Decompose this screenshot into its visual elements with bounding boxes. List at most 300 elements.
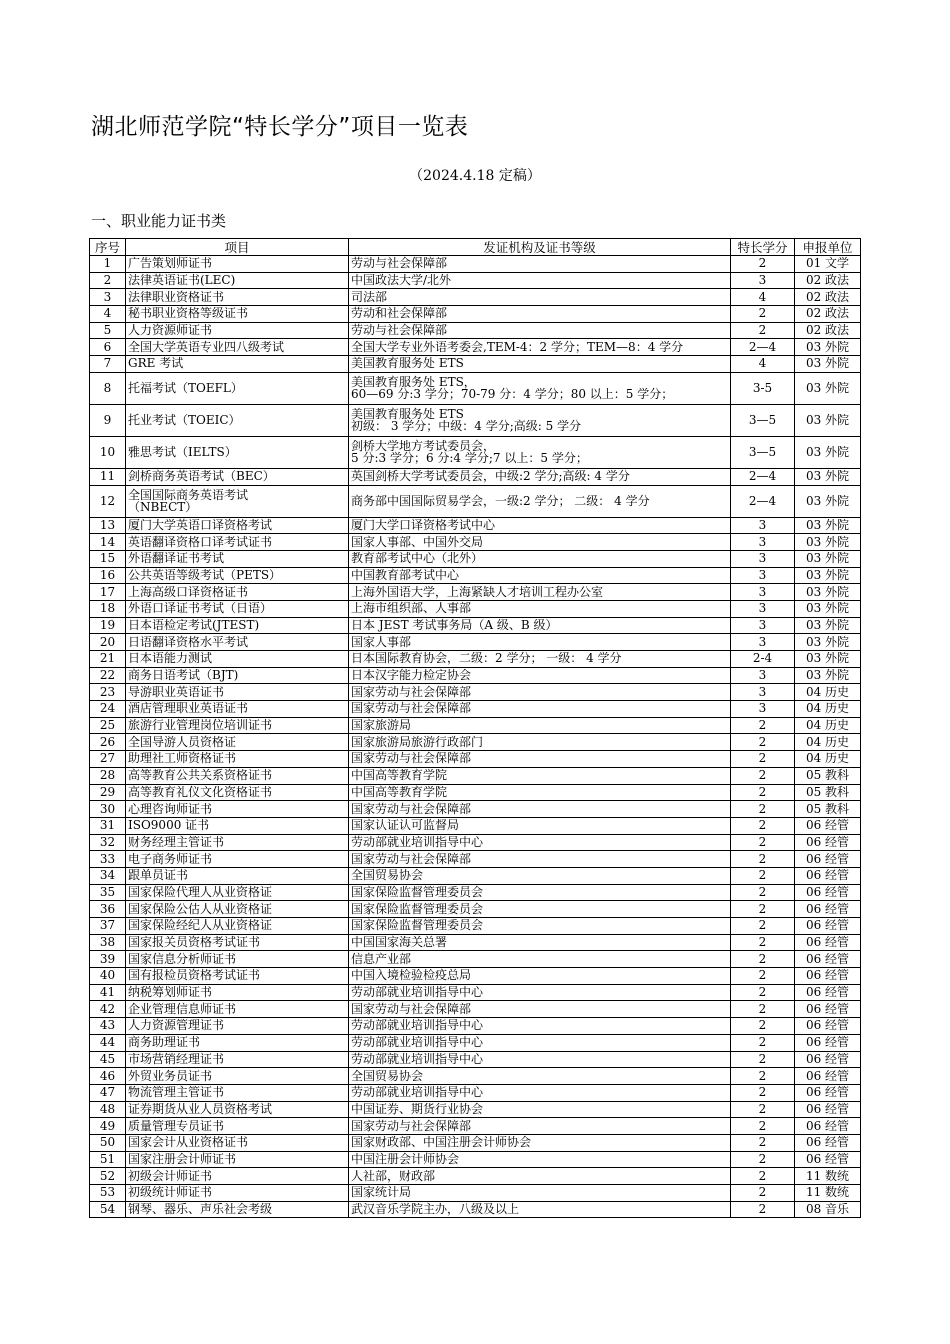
row-credit: 3 — [731, 584, 795, 601]
row-credit: 2 — [731, 751, 795, 768]
row-credit: 3 — [731, 701, 795, 718]
row-issuer: 劳动与社会保障部 — [349, 322, 731, 339]
row-unit: 03 外院 — [795, 485, 861, 517]
row-unit: 06 经管 — [795, 901, 861, 918]
row-item: 纳税筹划师证书 — [126, 984, 349, 1001]
row-issuer: 日本国际教育协会，二级：2 学分； 一级： 4 学分 — [349, 651, 731, 668]
row-number: 24 — [90, 701, 126, 718]
row-unit: 03 外院 — [795, 550, 861, 567]
row-credit: 2 — [731, 934, 795, 951]
row-number: 51 — [90, 1151, 126, 1168]
row-number: 31 — [90, 817, 126, 834]
row-number: 1 — [90, 256, 126, 273]
row-credit: 2 — [731, 851, 795, 868]
row-number: 15 — [90, 550, 126, 567]
table-row — [90, 634, 861, 651]
row-unit: 06 经管 — [795, 1151, 861, 1168]
row-item: 国家注册会计师证书 — [126, 1151, 349, 1168]
row-item: 跟单员证书 — [126, 867, 349, 884]
table-row — [90, 834, 861, 851]
row-unit: 08 音乐 — [795, 1201, 861, 1218]
row-unit: 03 外院 — [795, 534, 861, 551]
row-unit: 11 数统 — [795, 1185, 861, 1202]
row-issuer: 中国注册会计师协会 — [349, 1151, 731, 1168]
row-unit: 03 外院 — [795, 584, 861, 601]
table-row — [90, 256, 861, 273]
row-number: 43 — [90, 1018, 126, 1035]
row-credit: 2 — [731, 306, 795, 323]
row-credit: 2 — [731, 734, 795, 751]
table-row — [90, 567, 861, 584]
table-header-row — [90, 239, 861, 256]
row-credit: 2 — [731, 1134, 795, 1151]
row-issuer: 中国国家海关总署 — [349, 934, 731, 951]
row-item: 法律英语证书(LEC) — [126, 272, 349, 289]
row-number: 22 — [90, 667, 126, 684]
table-row — [90, 1101, 861, 1118]
row-item: 法律职业资格证书 — [126, 289, 349, 306]
header-item: 项目 — [126, 239, 349, 256]
row-issuer: 信息产业部 — [349, 951, 731, 968]
row-issuer: 中国政法大学/北外 — [349, 272, 731, 289]
row-unit: 05 教科 — [795, 767, 861, 784]
row-number: 17 — [90, 584, 126, 601]
row-unit: 03 外院 — [795, 634, 861, 651]
row-number: 45 — [90, 1051, 126, 1068]
row-credit: 3 — [731, 567, 795, 584]
row-credit: 2-4 — [731, 651, 795, 668]
row-unit: 06 经管 — [795, 1018, 861, 1035]
row-item: 外语口译证书考试（日语） — [126, 600, 349, 617]
row-issuer: 国家劳动与社会保障部 — [349, 751, 731, 768]
row-credit: 3—5 — [731, 436, 795, 468]
table-row — [90, 272, 861, 289]
document-date: （2024.4.18 定稿） — [409, 168, 541, 184]
row-item: 国家报关员资格考试证书 — [126, 934, 349, 951]
row-item: 财务经理主管证书 — [126, 834, 349, 851]
row-item: 高等教育公共关系资格证书 — [126, 767, 349, 784]
row-issuer: 国家统计局 — [349, 1185, 731, 1202]
table-row — [90, 1034, 861, 1051]
row-unit: 06 经管 — [795, 867, 861, 884]
row-issuer: 国家旅游局旅游行政部门 — [349, 734, 731, 751]
row-issuer-line1: 美国教育服务处 ETS， — [351, 374, 476, 389]
table-row — [90, 918, 861, 935]
row-credit: 2 — [731, 1168, 795, 1185]
row-credit: 2 — [731, 1068, 795, 1085]
row-number: 25 — [90, 717, 126, 734]
row-number: 44 — [90, 1034, 126, 1051]
row-item — [126, 485, 349, 517]
row-number: 20 — [90, 634, 126, 651]
row-item: 人力资源管理证书 — [126, 1018, 349, 1035]
row-item: 国家保险经纪人从业资格证 — [126, 918, 349, 935]
row-issuer: 劳动部就业培训指导中心 — [349, 1051, 731, 1068]
row-item: 导游职业英语证书 — [126, 684, 349, 701]
row-credit: 2 — [731, 1185, 795, 1202]
row-issuer-line2: 初级： 3 学分；中级：4 学分;高级: 5 学分 — [351, 419, 582, 434]
row-credit: 2 — [731, 901, 795, 918]
row-issuer — [349, 436, 731, 468]
row-unit: 02 政法 — [795, 289, 861, 306]
row-item: 国家信息分析师证书 — [126, 951, 349, 968]
row-credit: 2 — [731, 256, 795, 273]
table-row — [90, 339, 861, 356]
row-number: 32 — [90, 834, 126, 851]
row-number: 49 — [90, 1118, 126, 1135]
table-row — [90, 617, 861, 634]
row-number: 19 — [90, 617, 126, 634]
row-unit: 04 历史 — [795, 751, 861, 768]
row-unit: 03 外院 — [795, 372, 861, 404]
row-issuer: 国家劳动与社会保障部 — [349, 851, 731, 868]
row-number: 54 — [90, 1201, 126, 1218]
row-item: 雅思考试（IELTS） — [126, 436, 349, 468]
row-issuer: 国家劳动与社会保障部 — [349, 684, 731, 701]
row-issuer: 国家劳动与社会保障部 — [349, 1118, 731, 1135]
row-item: 企业管理信息师证书 — [126, 1001, 349, 1018]
row-item: 国家保险公估人从业资格证 — [126, 901, 349, 918]
table-row — [90, 517, 861, 534]
row-number: 14 — [90, 534, 126, 551]
row-unit: 06 经管 — [795, 884, 861, 901]
row-credit: 2 — [731, 1001, 795, 1018]
table-row — [90, 951, 861, 968]
row-item: 助理社工师资格证书 — [126, 751, 349, 768]
table-row — [90, 1001, 861, 1018]
table-row — [90, 717, 861, 734]
table-row — [90, 534, 861, 551]
row-credit: 2 — [731, 1151, 795, 1168]
row-issuer: 英国剑桥大学考试委员会，中级:2 学分;高级: 4 学分 — [349, 468, 731, 485]
row-number: 42 — [90, 1001, 126, 1018]
row-issuer: 劳动与社会保障部 — [349, 256, 731, 273]
table-row — [90, 767, 861, 784]
row-credit: 2—4 — [731, 485, 795, 517]
header-no: 序号 — [90, 239, 126, 256]
row-issuer: 全国大学专业外语考委会,TEM-4：2 学分；TEM—8：4 学分 — [349, 339, 731, 356]
row-unit: 03 外院 — [795, 468, 861, 485]
table-row — [90, 1134, 861, 1151]
row-number: 36 — [90, 901, 126, 918]
row-number: 28 — [90, 767, 126, 784]
row-number: 50 — [90, 1134, 126, 1151]
row-issuer: 劳动部就业培训指导中心 — [349, 834, 731, 851]
row-unit: 03 外院 — [795, 517, 861, 534]
row-unit: 03 外院 — [795, 651, 861, 668]
table-row — [90, 1084, 861, 1101]
row-issuer: 教育部考试中心（北外） — [349, 550, 731, 567]
row-issuer: 中国证券、期货行业协会 — [349, 1101, 731, 1118]
row-issuer: 中国入境检验检疫总局 — [349, 968, 731, 985]
row-credit: 3 — [731, 272, 795, 289]
row-credit: 3 — [731, 517, 795, 534]
row-number: 38 — [90, 934, 126, 951]
row-issuer: 国家财政部、中国注册会计师协会 — [349, 1134, 731, 1151]
header-issuer: 发证机构及证书等级 — [349, 239, 731, 256]
row-issuer: 国家人事部 — [349, 634, 731, 651]
row-unit: 06 经管 — [795, 1034, 861, 1051]
row-item: 外贸业务员证书 — [126, 1068, 349, 1085]
row-unit: 04 历史 — [795, 701, 861, 718]
table-row — [90, 584, 861, 601]
row-unit: 03 外院 — [795, 567, 861, 584]
row-credit: 2 — [731, 984, 795, 1001]
row-number: 6 — [90, 339, 126, 356]
row-issuer: 武汉音乐学院主办，八级及以上 — [349, 1201, 731, 1218]
table-row — [90, 356, 861, 373]
table-row — [90, 751, 861, 768]
row-number: 52 — [90, 1168, 126, 1185]
row-unit: 06 经管 — [795, 851, 861, 868]
row-item: 国有报检员资格考试证书 — [126, 968, 349, 985]
row-issuer: 上海外国语大学，上海紧缺人才培训工程办公室 — [349, 584, 731, 601]
row-issuer: 美国教育服务处 ETS — [349, 356, 731, 373]
row-item: 旅游行业管理岗位培训证书 — [126, 717, 349, 734]
row-unit: 06 经管 — [795, 951, 861, 968]
row-unit: 11 数统 — [795, 1168, 861, 1185]
table-row — [90, 322, 861, 339]
row-credit: 2 — [731, 717, 795, 734]
row-issuer: 司法部 — [349, 289, 731, 306]
page-title: 湖北师范学院“特长学分”项目一览表 — [91, 114, 469, 140]
row-credit: 2 — [731, 1101, 795, 1118]
row-issuer: 中国教育部考试中心 — [349, 567, 731, 584]
row-issuer: 国家保险监督管理委员会 — [349, 884, 731, 901]
row-item: 全国导游人员资格证 — [126, 734, 349, 751]
row-unit: 04 历史 — [795, 717, 861, 734]
row-number: 10 — [90, 436, 126, 468]
row-unit: 02 政法 — [795, 322, 861, 339]
row-issuer: 国家人事部、中国外交局 — [349, 534, 731, 551]
row-credit: 2 — [731, 1118, 795, 1135]
row-credit: 4 — [731, 356, 795, 373]
row-credit: 2 — [731, 867, 795, 884]
row-item: 秘书职业资格等级证书 — [126, 306, 349, 323]
row-item: 国家会计从业资格证书 — [126, 1134, 349, 1151]
row-issuer: 商务部中国国际贸易学会，一级:2 学分； 二级： 4 学分 — [349, 485, 731, 517]
row-credit: 2 — [731, 322, 795, 339]
row-unit: 06 经管 — [795, 834, 861, 851]
row-unit: 06 经管 — [795, 1051, 861, 1068]
table-row — [90, 801, 861, 818]
row-number: 33 — [90, 851, 126, 868]
header-unit: 申报单位 — [795, 239, 861, 256]
row-number: 16 — [90, 567, 126, 584]
row-unit: 02 政法 — [795, 306, 861, 323]
row-issuer — [349, 372, 731, 404]
row-issuer-line2: 60—69 分:3 学分；70-79 分：4 学分；80 以上：5 学分； — [351, 387, 674, 402]
row-issuer-line2: 5 分:3 学分；6 分:4 学分;7 以上：5 学分； — [351, 451, 588, 466]
row-credit: 3 — [731, 684, 795, 701]
row-number: 46 — [90, 1068, 126, 1085]
table-row — [90, 1068, 861, 1085]
row-number: 37 — [90, 918, 126, 935]
row-issuer: 劳动和社会保障部 — [349, 306, 731, 323]
row-unit: 06 经管 — [795, 968, 861, 985]
table-row — [90, 1118, 861, 1135]
table-row — [90, 851, 861, 868]
row-issuer-line1: 美国教育服务处 ETS — [351, 406, 464, 421]
row-issuer: 人社部，财政部 — [349, 1168, 731, 1185]
row-unit: 03 外院 — [795, 617, 861, 634]
table-row — [90, 1168, 861, 1185]
row-unit: 03 外院 — [795, 356, 861, 373]
row-unit: 06 经管 — [795, 1101, 861, 1118]
row-credit: 3—5 — [731, 404, 795, 436]
table-row — [90, 600, 861, 617]
table-row — [90, 667, 861, 684]
row-issuer — [349, 404, 731, 436]
row-unit: 04 历史 — [795, 734, 861, 751]
table-row — [90, 651, 861, 668]
row-number: 3 — [90, 289, 126, 306]
table-row — [90, 436, 861, 468]
row-issuer: 中国高等教育学院 — [349, 784, 731, 801]
row-credit: 3 — [731, 634, 795, 651]
table-row — [90, 1151, 861, 1168]
row-item: 质量管理专员证书 — [126, 1118, 349, 1135]
row-credit: 3 — [731, 534, 795, 551]
row-unit: 06 经管 — [795, 1084, 861, 1101]
row-item: 物流管理主管证书 — [126, 1084, 349, 1101]
row-unit: 03 外院 — [795, 436, 861, 468]
row-number: 12 — [90, 485, 126, 517]
row-item-line2: （NBECT） — [128, 500, 198, 514]
row-credit: 2 — [731, 968, 795, 985]
row-item: 商务日语考试（BJT) — [126, 667, 349, 684]
row-issuer: 厦门大学口译资格考试中心 — [349, 517, 731, 534]
row-item: 人力资源师证书 — [126, 322, 349, 339]
table-row — [90, 289, 861, 306]
table-row — [90, 884, 861, 901]
row-issuer: 国家保险监督管理委员会 — [349, 918, 731, 935]
table-row — [90, 485, 861, 517]
row-number: 2 — [90, 272, 126, 289]
row-item: 厦门大学英语口译资格考试 — [126, 517, 349, 534]
row-item: 日本语能力测试 — [126, 651, 349, 668]
table-row — [90, 468, 861, 485]
row-item: 国家保险代理人从业资格证 — [126, 884, 349, 901]
row-item: 广告策划师证书 — [126, 256, 349, 273]
row-number: 21 — [90, 651, 126, 668]
table-row — [90, 867, 861, 884]
table-row — [90, 1018, 861, 1035]
row-credit: 3 — [731, 667, 795, 684]
row-unit: 02 政法 — [795, 272, 861, 289]
row-issuer: 全国贸易协会 — [349, 1068, 731, 1085]
table-row — [90, 684, 861, 701]
table-row — [90, 550, 861, 567]
row-credit: 2—4 — [731, 339, 795, 356]
row-issuer: 上海市组织部、人事部 — [349, 600, 731, 617]
row-item: 外语翻译证书考试 — [126, 550, 349, 567]
row-item: 市场营销经理证书 — [126, 1051, 349, 1068]
row-item: ISO9000 证书 — [126, 817, 349, 834]
row-number: 47 — [90, 1084, 126, 1101]
row-item-line1: 全国国际商务英语考试 — [128, 487, 249, 502]
row-credit: 4 — [731, 289, 795, 306]
row-credit: 3-5 — [731, 372, 795, 404]
row-number: 26 — [90, 734, 126, 751]
table-row — [90, 404, 861, 436]
row-item: 托福考试（TOEFL） — [126, 372, 349, 404]
row-issuer: 国家劳动与社会保障部 — [349, 701, 731, 718]
section-heading: 一、职业能力证书类 — [91, 212, 227, 230]
row-number: 34 — [90, 867, 126, 884]
row-issuer: 劳动部就业培训指导中心 — [349, 1084, 731, 1101]
table-row — [90, 1185, 861, 1202]
row-item: 日本语检定考试(JTEST) — [126, 617, 349, 634]
row-credit: 2 — [731, 801, 795, 818]
row-credit: 2 — [731, 1201, 795, 1218]
row-item: 初级会计师证书 — [126, 1168, 349, 1185]
row-number: 30 — [90, 801, 126, 818]
row-credit: 2 — [731, 834, 795, 851]
row-issuer: 国家保险监督管理委员会 — [349, 901, 731, 918]
row-unit: 05 教科 — [795, 784, 861, 801]
row-number: 35 — [90, 884, 126, 901]
row-credit: 2—4 — [731, 468, 795, 485]
row-credit: 2 — [731, 1051, 795, 1068]
row-item: 全国大学英语专业四八级考试 — [126, 339, 349, 356]
row-item: 托业考试（TOEIC） — [126, 404, 349, 436]
row-issuer: 国家劳动与社会保障部 — [349, 801, 731, 818]
header-credit: 特长学分 — [731, 239, 795, 256]
row-issuer: 国家认证认可监督局 — [349, 817, 731, 834]
table-row — [90, 968, 861, 985]
row-issuer: 日本 JEST 考试事务局（A 级、B 级） — [349, 617, 731, 634]
row-item: 日语翻译资格水平考试 — [126, 634, 349, 651]
table-row — [90, 306, 861, 323]
row-credit: 2 — [731, 884, 795, 901]
row-credit: 2 — [731, 1034, 795, 1051]
table-row — [90, 784, 861, 801]
row-item: 剑桥商务英语考试（BEC） — [126, 468, 349, 485]
row-issuer: 日本汉字能力检定协会 — [349, 667, 731, 684]
row-credit: 3 — [731, 600, 795, 617]
row-item: 英语翻译资格口译考试证书 — [126, 534, 349, 551]
row-issuer: 劳动部就业培训指导中心 — [349, 1018, 731, 1035]
table-row — [90, 701, 861, 718]
row-unit: 06 经管 — [795, 918, 861, 935]
row-issuer: 中国高等教育学院 — [349, 767, 731, 784]
row-item: 上海高级口译资格证书 — [126, 584, 349, 601]
row-unit: 06 经管 — [795, 1001, 861, 1018]
row-number: 41 — [90, 984, 126, 1001]
row-number: 29 — [90, 784, 126, 801]
row-credit: 3 — [731, 617, 795, 634]
row-item: 公共英语等级考试（PETS） — [126, 567, 349, 584]
row-issuer: 全国贸易协会 — [349, 867, 731, 884]
row-unit: 05 教科 — [795, 801, 861, 818]
row-unit: 06 经管 — [795, 817, 861, 834]
row-issuer: 国家旅游局 — [349, 717, 731, 734]
table-row — [90, 934, 861, 951]
row-number: 27 — [90, 751, 126, 768]
row-item: 证券期货从业人员资格考试 — [126, 1101, 349, 1118]
row-credit: 2 — [731, 1018, 795, 1035]
table-row — [90, 372, 861, 404]
row-item: 商务助理证书 — [126, 1034, 349, 1051]
row-credit: 2 — [731, 784, 795, 801]
row-item: 钢琴、器乐、声乐社会考级 — [126, 1201, 349, 1218]
row-number: 4 — [90, 306, 126, 323]
table-row — [90, 1051, 861, 1068]
row-item: 电子商务师证书 — [126, 851, 349, 868]
row-issuer: 劳动部就业培训指导中心 — [349, 1034, 731, 1051]
row-number: 13 — [90, 517, 126, 534]
